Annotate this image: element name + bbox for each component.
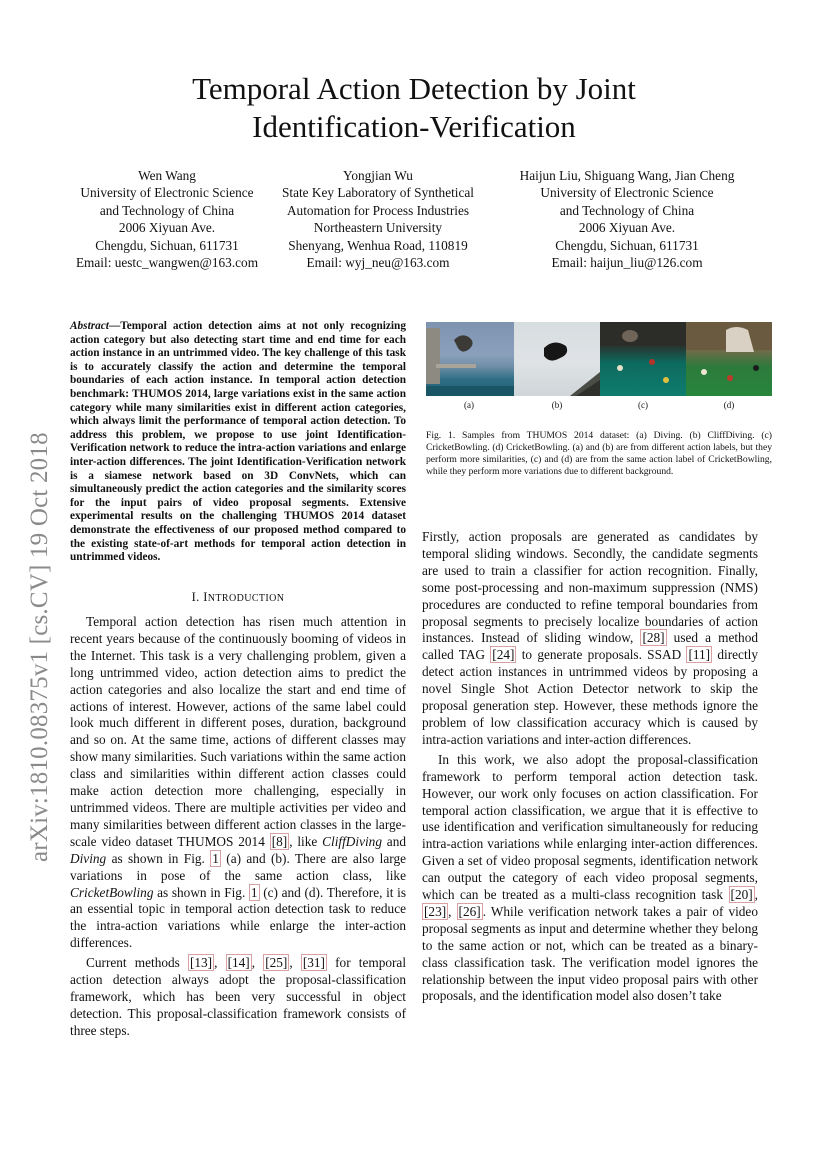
citation-link[interactable]: [13]: [189, 955, 213, 971]
right-paragraph-2: [422, 752, 758, 1006]
affiliation-line: Chengdu, Sichuan, 611731: [95, 237, 239, 253]
author-email: Email: haijun_liu@126.com: [551, 255, 703, 271]
text-run: as shown in Fig.: [153, 884, 249, 900]
figure-link[interactable]: 1: [250, 884, 258, 900]
section-number: I.: [191, 590, 204, 604]
section-initial: I: [203, 590, 208, 604]
text-run: In this work, we also adopt the proposal-classification framework to perform temporal action detection task. However, our work only focuses on action classification. For temporal action classification, we argue that it is effective to use identification and verification simultaneously for reducing intra-action variations while enlarging inter-action differences. Given a set of video proposal segments, identification network can output the category of each video proposal segments, which can be treated as a multi-class recognition task: [422, 751, 758, 903]
author-email: Email: uestc_wangwen@163.com: [75, 255, 259, 271]
emphasis: CliffDiving: [322, 833, 382, 849]
affiliation-line: and Technology of China: [99, 202, 235, 218]
citation-link[interactable]: [8]: [271, 833, 288, 849]
emphasis: CricketBowling: [70, 884, 154, 900]
author-block-3: [494, 167, 760, 271]
thumbnail-cliffdiving: [514, 322, 600, 396]
intro-paragraph-1: [70, 614, 406, 952]
citation-link[interactable]: [31]: [302, 955, 325, 971]
citation-link[interactable]: [11]: [688, 647, 711, 663]
text-run: used a method called TAG: [422, 630, 758, 663]
right-column-text: [422, 529, 758, 1005]
citation-link[interactable]: [20]: [730, 887, 753, 903]
text-run: (c) and (d). Therefore, it is an essential topic in temporal action detection task to reduce the intra-action variations while enlarge the inter-action differences.: [70, 884, 407, 951]
text-run: ,: [754, 887, 758, 903]
text-run: for temporal action detection always adopt the proposal-classification framework, which has been very successful in object detection. This proposal-classification framework consists of three steps.: [70, 955, 407, 1038]
text-run: Firstly, action proposals are generated as candidates by temporal sliding windows. Secondly, the candidate segments are used to train a classifier for action recognition. Finally, some post-processing and non-maximum suppression (NMS) procedures are conducted to refine temporal boundaries from proposal segments to precisely localize boundaries of action instances. Instead of sliding window,: [422, 529, 758, 646]
text-run: ,: [448, 903, 457, 919]
author-name: Haijun Liu, Shiguang Wang, Jian Cheng: [519, 168, 735, 183]
author-name: Wen Wang: [138, 168, 196, 183]
figure-caption: Fig. 1. Samples from THUMOS 2014 dataset: (a) Diving. (b) CliffDiving. (c) CricketBowling. (d) CricketBowling. (a) and (b) are from different action labels, but they perform more similarities, (c) and (d) are from the same action label of CricketBowling, while they perform more variations due to different background.: [426, 430, 772, 477]
figure-link[interactable]: 1: [212, 850, 219, 866]
citation-link[interactable]: [28]: [642, 630, 665, 646]
title-line-2: Identification-Verification: [252, 109, 576, 144]
abstract: [70, 320, 406, 565]
text-run: , like: [289, 833, 323, 849]
text-run: and: [381, 833, 406, 849]
text-run: directly detect action instances in untrimmed videos by proposing a novel Single Shot Action Detector network to skip the proposal generation step. However, these methods ignore the problem of low classification accuracy which is caused by intra-action variations and inter-action differences.: [422, 647, 758, 747]
intro-paragraph-2: [70, 955, 406, 1040]
thumbnail-cricketbowling-c: [600, 322, 686, 396]
text-run: ,: [289, 955, 301, 971]
author-name: Yongjian Wu: [343, 168, 413, 183]
citation-link[interactable]: [26]: [458, 903, 481, 919]
affiliation-line: 2006 Xiyuan Ave.: [578, 220, 676, 236]
author-block-2: [270, 167, 486, 271]
abstract-text: —Temporal action detection aims at not only recognizing action category but also detecting start time and end time for each action instance in an untrimmed video. The key challenge of this task is to accurately classify the action and determine the temporal boundaries of each action instance. In temporal action detection benchmark: THUMOS 2014, large variations exist in the same action category while many similarities exist in different action categories, which always limit the performance of temporal action detection. To address this problem, we propose to use joint Identification-Verification network to reduce the intra-action variations and enlarge inter-action differences. The joint Identification-Verification network is a siamese network based on 3D ConvNets, which can simultaneously predict the action categories and the similarity scores for the input pairs of video proposal segments. Extensive experimental results on the challenging THUMOS 2014 dataset demonstrate the effectiveness of our proposed method compared to the existing state-of-art methods for temporal action detection in untrimmed videos.: [70, 320, 406, 564]
text-run: Temporal action detection has risen much attention in recent years because of the continuously booming of videos in the Internet. This task is a very challenging problem, given a long untrimmed video, action detection aims to predict the action categories and also localize the start and end time of actions of interest. However, actions of the same label could look much different in different poses, duration, background and so on. At the same time, actions of different classes may show many similarities. Such variations within the same action class and similarities within different action classes could make action detection more challenging, especially in untrimmed videos. There are multiple activities per video and many similarities between different action classes in the large-scale video dataset THUMOS 2014: [70, 614, 406, 849]
figure-sublabels: [426, 400, 772, 416]
right-paragraph-1: [422, 529, 758, 749]
figure-1: [426, 322, 772, 478]
affiliation-line: University of Electronic Science: [80, 185, 254, 201]
emphasis: Diving: [70, 850, 107, 866]
introduction-text: [70, 614, 406, 1040]
text-run: (a) and (b). There are also large variations in pose of the same action class, like: [70, 850, 406, 883]
sublabel-d: (d): [723, 400, 735, 410]
affiliation-line: Northeastern University: [313, 220, 443, 236]
affiliation-line: and Technology of China: [559, 202, 695, 218]
author-block-1: [62, 167, 272, 271]
thumbnail-diving: [426, 322, 514, 396]
citation-link[interactable]: [14]: [227, 955, 250, 971]
text-run: to generate proposals. SSAD: [516, 647, 687, 663]
title-line-1: Temporal Action Detection by Joint: [192, 71, 636, 106]
sublabel-b: (b): [551, 400, 563, 410]
text-run: as shown in Fig.: [106, 850, 211, 866]
text-run: ,: [214, 955, 226, 971]
section-heading-introduction: [70, 590, 406, 605]
citation-link[interactable]: [23]: [424, 903, 447, 919]
sublabel-a: (a): [464, 400, 474, 410]
affiliation-line: Shenyang, Wenhua Road, 110819: [288, 237, 468, 253]
affiliation-line: State Key Laboratory of Synthetical: [281, 185, 474, 201]
citation-link[interactable]: [25]: [265, 955, 288, 971]
text-run: Current methods: [86, 955, 188, 971]
paper-title: [60, 70, 768, 146]
citation-link[interactable]: [24]: [492, 647, 515, 663]
affiliation-line: Automation for Process Industries: [286, 202, 470, 218]
text-run: ,: [251, 955, 264, 971]
affiliation-line: University of Electronic Science: [540, 185, 714, 201]
abstract-label: Abstract: [70, 320, 109, 332]
section-title-rest: NTRODUCTION: [207, 593, 285, 604]
thumbnail-cricketbowling-d: [686, 322, 772, 396]
text-run: . While verification network takes a pair of video proposal segments as input and determine whether they belong to the same action or not, which can be treated as a binary-class classification task. The verification model ignores the relationship between the input video proposal pairs with other proposals, and the identification model also dosen’t take: [422, 903, 758, 1004]
arxiv-stamp: arXiv:1810.08375v1 [cs.CV] 19 Oct 2018: [26, 432, 53, 862]
sublabel-c: (c): [638, 400, 648, 410]
author-email: Email: wyj_neu@163.com: [306, 255, 450, 271]
affiliation-line: Chengdu, Sichuan, 611731: [555, 237, 699, 253]
figure-thumbnails: [426, 322, 772, 398]
affiliation-line: 2006 Xiyuan Ave.: [118, 220, 216, 236]
